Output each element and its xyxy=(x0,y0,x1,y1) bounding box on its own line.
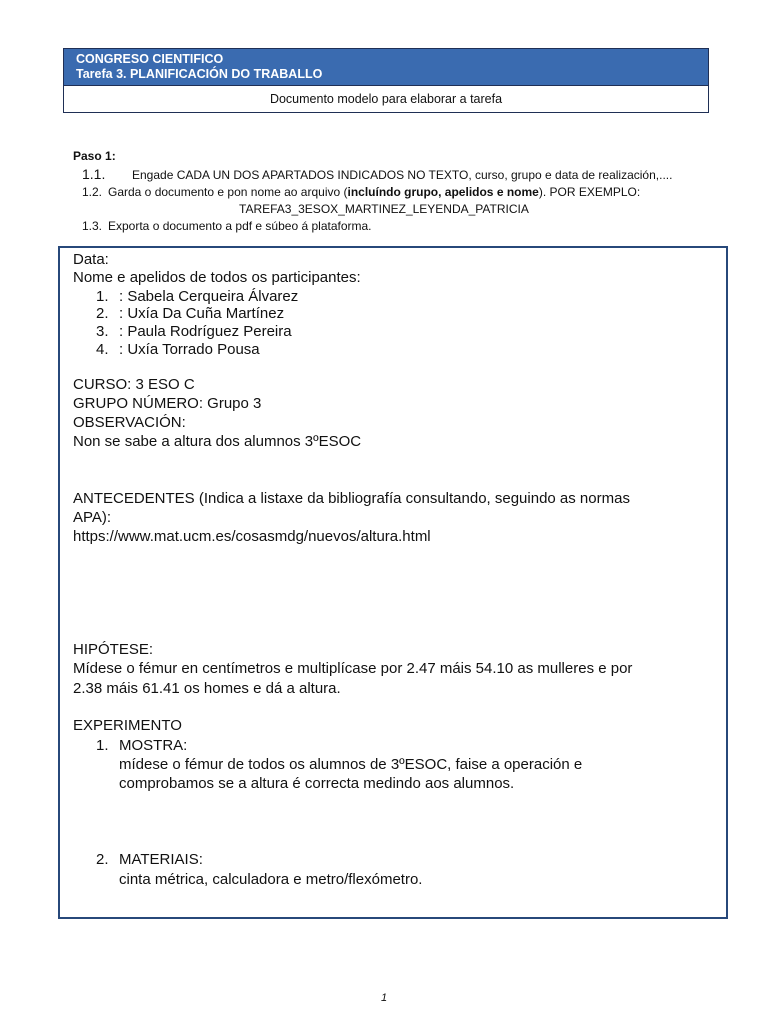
step-1-text: Engade CADA UN DOS APARTADOS INDICADOS NO TEXTO, curso, grupo e data de realización,.... xyxy=(132,168,673,182)
participant-4-number: 4. xyxy=(96,341,109,358)
grupo-line: GRUPO NÚMERO: Grupo 3 xyxy=(73,395,262,412)
mostra-number: 1. xyxy=(96,737,109,754)
experimento-label: EXPERIMENTO xyxy=(73,717,182,734)
mostra-line1: mídese o fémur de todos os alumnos de 3ºESOC, faise a operación e xyxy=(119,756,583,773)
step-2-example: TAREFA3_3ESOX_MARTINEZ_LEYENDA_PATRICIA xyxy=(239,202,529,216)
steps-title: Paso 1: xyxy=(73,149,116,163)
materiais-number: 2. xyxy=(96,851,109,868)
observacion-label: OBSERVACIÓN: xyxy=(73,414,186,431)
participants-label: Nome e apelidos de todos os participantes: xyxy=(73,269,361,286)
participant-1-number: 1. xyxy=(96,288,109,305)
step-3-number: 1.3. xyxy=(82,219,103,233)
materiais-text: cinta métrica, calculadora e metro/flexómetro. xyxy=(119,871,423,888)
curso-line: CURSO: 3 ESO C xyxy=(73,376,195,393)
step-2-text xyxy=(108,185,640,199)
participant-2-name: : Uxía Da Cuña Martínez xyxy=(119,305,285,322)
header-line1: CONGRESO CIENTIFICO xyxy=(76,52,224,66)
hipotese-line2: 2.38 máis 61.41 os homes e dá a altura. xyxy=(73,680,341,697)
header-line2: Tarefa 3. PLANIFICACIÓN DO TRABALLO xyxy=(76,67,323,81)
header-subtitle: Documento modelo para elaborar a tarefa xyxy=(269,92,503,106)
step-2-number: 1.2. xyxy=(82,185,103,199)
mostra-line2: comprobamos se a altura é correcta medindo aos alumnos. xyxy=(119,775,515,792)
antecedentes-url: https://www.mat.ucm.es/cosasmdg/nuevos/altura.html xyxy=(73,528,431,545)
mostra-label: MOSTRA: xyxy=(119,737,188,754)
step-2-text-a: Garda o documento e pon nome ao arquivo ( xyxy=(108,185,348,199)
antecedentes-line2: APA): xyxy=(73,509,112,526)
materiais-label: MATERIAIS: xyxy=(119,851,203,868)
step-1-number: 1.1. xyxy=(82,166,106,182)
data-label: Data: xyxy=(73,251,109,268)
header-box xyxy=(63,48,709,113)
antecedentes-line1: ANTECEDENTES (Indica a listaxe da bibliografía consultando, seguindo as normas xyxy=(73,490,630,507)
step-2-text-bold: incluíndo grupo, apelidos e nome xyxy=(347,185,539,199)
participant-2-number: 2. xyxy=(96,305,109,322)
observacion-text: Non se sabe a altura dos alumnos 3ºESOC xyxy=(73,433,362,450)
hipotese-label: HIPÓTESE: xyxy=(73,641,154,658)
participant-3-name: : Paula Rodríguez Pereira xyxy=(119,323,292,340)
participant-4-name: : Uxía Torrado Pousa xyxy=(119,341,260,358)
participant-1-name: : Sabela Cerqueira Álvarez xyxy=(119,288,299,305)
step-2-text-b: ). POR EXEMPLO: xyxy=(538,185,641,199)
page-number: 1 xyxy=(380,992,388,1004)
header-title-bar xyxy=(64,49,708,86)
participant-3-number: 3. xyxy=(96,323,109,340)
hipotese-line1: Mídese o fémur en centímetros e multiplícase por 2.47 máis 54.10 as mulleres e por xyxy=(73,660,633,677)
step-3-text: Exporta o documento a pdf e súbeo á plataforma. xyxy=(108,219,372,233)
